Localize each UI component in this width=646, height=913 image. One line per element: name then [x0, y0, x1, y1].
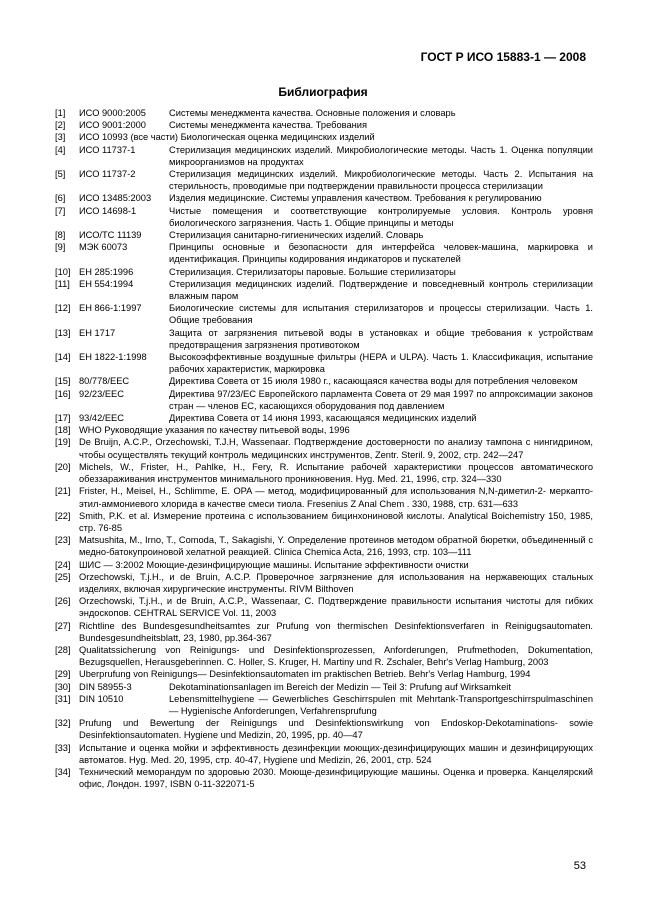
bibliography-entry	[55, 461, 593, 485]
entry-code: 93/42/ЕЕС	[79, 413, 124, 424]
document-id-header: ГОСТ Р ИСО 15883-1 — 2008	[420, 50, 586, 64]
entry-text: Биологические системы для испытания стерилизаторов и процессы стерилизации. Часть 1. Общие требования	[169, 303, 593, 326]
bibliography-entry	[55, 620, 593, 644]
entry-number: [26]	[55, 596, 71, 607]
bibliography-entry	[55, 534, 593, 558]
entry-number: [17]	[55, 413, 71, 424]
entry-number: [25]	[55, 571, 71, 582]
entry-text: Системы менеджмента качества. Основные положения и словарь	[169, 108, 456, 118]
entry-code: ИСО 11737-2	[79, 169, 136, 180]
bibliography-entry	[55, 559, 593, 571]
bibliography-list	[55, 107, 593, 790]
bibliography-entry	[55, 571, 593, 595]
entry-text: Принципы основные и безопасности для интерфейса человек-машина, маркировка и идентификация. Принципы кодирования индикаторов и пускателей	[169, 242, 593, 265]
entry-number: [20]	[55, 461, 71, 472]
entry-number: [13]	[55, 327, 71, 338]
entry-code: DIN 58955-3	[79, 681, 132, 692]
entry-number: [19]	[55, 437, 71, 448]
bibliography-entry	[55, 351, 593, 375]
entry-text: Директива Совета от 14 июня 1993, касающаяся медицинских изделий	[169, 413, 477, 424]
bibliography-entry	[55, 144, 593, 168]
entry-number: [15]	[55, 376, 71, 387]
entry-number: [6]	[55, 193, 66, 204]
entry-text: Frister, H., Meisel, H., Schlimme, E. OPA — метод, модифицированный для использования N,N-диметил-2- меркапто-этил-аммониевого хлорида в качестве смеси тиола. Fresenius Z Anal Chem . 330, 1988, стр. 631—633	[79, 486, 593, 509]
entry-number: [10]	[55, 266, 71, 277]
bibliography-entry	[55, 168, 593, 192]
entry-number: [4]	[55, 144, 66, 155]
entry-text: ИСО 10993 (все части) Биологическая оценка медицинских изделий	[79, 132, 375, 143]
bibliography-entry	[55, 241, 593, 265]
entry-code: ИСО 14698-1	[79, 205, 137, 216]
entry-number: [14]	[55, 352, 71, 363]
entry-text: Lebensmittelhygiene — Gewerbliches Geschirrspulen mit Mehrtank-Transportgeschirrspulmaschinen — Hygienische Anforderungen, Verfahrensprufung	[169, 693, 593, 716]
entry-number: [29]	[55, 669, 71, 680]
entry-code: ИСО 9001:2000	[79, 120, 146, 131]
entry-text: ШИС — 3:2002 Моющие-дезинфицирующие машины. Испытание эффективности очистки	[79, 559, 469, 570]
bibliography-entry	[55, 266, 593, 278]
entry-text: Matsushita, M., Irno, T., Comoda, T., Sakagishi, Y. Определение протеинов методом обратной бюретки, объединенный с медно-батокупроиновой хелатной реакцией. Clinica Chemica Acta, 216, 1993, стр. 103—111	[79, 535, 593, 558]
entry-text: Стерилизация. Стерилизаторы паровые. Большие стерилизаторы	[169, 266, 456, 277]
entry-text: Стерилизация медицинских изделий. Подтверждение и повседневный контроль стерилизации влажным паром	[169, 278, 593, 302]
entry-number: [27]	[55, 620, 71, 631]
page-title: Библиография	[278, 85, 368, 99]
entry-number: [16]	[55, 388, 71, 399]
bibliography-entry	[55, 375, 593, 387]
entry-number: [23]	[55, 535, 71, 546]
bibliography-entry	[55, 717, 593, 741]
entry-number: [8]	[55, 230, 66, 241]
entry-code: ЕН 554:1994	[79, 278, 134, 289]
entry-code: ЕН 285:1996	[79, 266, 134, 277]
entry-text: Dekotaminationsanlagen im Bereich der Medizin — Teil 3: Prufung auf Wirksamkeit	[169, 681, 511, 692]
entry-code: ЕН 1717	[79, 327, 116, 338]
entry-text: Защита от загрязнения питьевой воды в установках и общие требования к устройствам предотвращения загрязнения противотоком	[169, 327, 593, 350]
entry-code: ЕН 866-1:1997	[79, 303, 142, 314]
entry-number: [3]	[55, 132, 66, 143]
entry-number: [21]	[55, 486, 71, 497]
entry-code: ИСО 9000:2005	[79, 108, 146, 118]
entry-text: Qualitatssicherung von Reinigungs- und Desinfektionsprozessen, Anforderungen, Prufmethoden, Dokumentation, Bezugsquellen, Herausgeberinnen. C. Holler, S. Kruger, H. Martiny und R. Zschaler, Behr's Verlag Hamburg, 2003	[79, 644, 593, 668]
entry-text: Изделия медицинские. Системы управления качеством. Требования к регулированию	[169, 193, 542, 204]
bibliography-entry	[55, 131, 593, 143]
entry-text: Стерилизация медицинских изделий. Микробиологические методы. Часть 2. Испытания на стерильность, проводимые при подтверждении правильности процесса стерилизации	[169, 169, 593, 192]
bibliography-entry	[55, 681, 593, 693]
entry-text: Orzechowski, T.j.H., и de Bruin, A.C.P., Wassenaar, C. Подтверждение правильности испытания чистоты для гибких эндоскопов. CEHTRAL SERVICE Vol. 11, 2003	[79, 596, 593, 619]
bibliography-entry	[55, 192, 593, 204]
entry-code: 92/23/ЕЕС	[79, 388, 124, 399]
entry-number: [5]	[55, 169, 66, 180]
entry-text: Smith, P.K. et al. Измерение протеина с использованием бицинхониновой кислоты. Analytical Boichemistry 150, 1985, стр. 76-85	[79, 510, 593, 533]
bibliography-entry	[55, 424, 593, 436]
entry-text: Richtline des Bundesgesundheitsamtes zur Prufung von thermischen Desinfektionsverfaren in Reinigugsautomaten. Bundesgesundheitsblatt, 23, 1980, pp.364-367	[79, 620, 593, 643]
entry-text: Стерилизация санитарно-гигиенических изделий. Словарь	[169, 230, 424, 241]
entry-number: [33]	[55, 742, 71, 753]
entry-number: [12]	[55, 303, 71, 314]
entry-text: Michels, W., Frister, H., Pahlke, H., Fery, R. Испытание рабочей характеристики процессов автоматического обеззараживания инструментов минимального проникновения. Hyg. Med. 21, 1996, стр. 324—330	[79, 461, 593, 485]
entry-text: Uberprufung von Reinigungs— Desinfektionsautomaten im praktischen Betrieb. Behr's Verlag Hamburg, 1994	[79, 669, 531, 680]
bibliography-entry	[55, 668, 593, 680]
entry-code: 80/778/ЕЕС	[79, 376, 130, 387]
entry-number: [9]	[55, 242, 66, 253]
entry-text: Prufung und Bewertung der Reinigungs und Desinfektionswirkung von Endoskop-Dekotaminations- sowie Desinfektionsautomaten. Hygiene und Medizin, 20, 1995, pp. 40—47	[79, 718, 593, 741]
entry-number: [31]	[55, 693, 71, 704]
entry-text: Orzechowski, T.j.H., и de Bruin, A.C.P. Проверочное загрязнение для использования на нержавеющих стальных изделиях, включая хирургические инструменты. RIVM Bilthoven	[79, 571, 593, 594]
entry-text: Директива Совета от 15 июля 1980 г., касающаяся качества воды для потребления человеком	[169, 376, 578, 387]
entry-number: [32]	[55, 718, 71, 729]
bibliography-entry	[55, 742, 593, 766]
entry-text: Стерилизация медицинских изделий. Микробиологические методы. Часть 1. Оценка популяции микроорганизмов на продуктах	[169, 144, 593, 167]
bibliography-entry	[55, 436, 593, 460]
entry-code: ИСО 13485:2003	[79, 193, 152, 204]
bibliography-entry	[55, 644, 593, 668]
entry-text: Директива 97/23/ЕС Европейского парламента Совета от 29 мая 1997 по аппроксимации законов стран — членов ЕС, касающихся оборудования под давлением	[169, 388, 593, 411]
entry-number: [11]	[55, 278, 70, 289]
entry-number: [7]	[55, 205, 66, 216]
bibliography-entry	[55, 205, 593, 229]
bibliography-entry	[55, 412, 593, 424]
bibliography-entry	[55, 107, 593, 119]
bibliography-entry	[55, 302, 593, 326]
bibliography-entry	[55, 278, 593, 302]
entry-text: Высокоэффективные воздушные фильтры (НЕРА и ULPA). Часть 1. Классификация, испытание рабочих характеристик, маркировка	[169, 352, 593, 375]
entry-text: Испытание и оценка мойки и эффективность дезинфекции моющих-дезинфицирующих машин и дезинфицирующих автоматов. Hyg. Med. 20, 1995, стр. 40-47, Hygiene und Medizin, 26, 2001, стр. 524	[79, 742, 593, 765]
bibliography-entry	[55, 388, 593, 412]
bibliography-entry	[55, 119, 593, 131]
bibliography-entry	[55, 327, 593, 351]
entry-number: [30]	[55, 681, 71, 692]
entry-number: [22]	[55, 510, 71, 521]
bibliography-entry	[55, 485, 593, 509]
bibliography-entry	[55, 595, 593, 619]
entry-number: [28]	[55, 644, 71, 655]
bibliography-entry	[55, 229, 593, 241]
entry-code: ИСО/ТС 11139	[79, 230, 142, 241]
entry-text: Чистые помещения и соответствующие контролируемые условия. Контроль уровня биологического загрязнения. Часть 1. Общие принципы и методы	[169, 205, 593, 228]
entry-number: [2]	[55, 120, 66, 131]
entry-text: Системы менеджмента качества. Требования	[169, 120, 368, 131]
entry-code: ЕН 1822-1:1998	[79, 352, 147, 363]
entry-number: [34]	[55, 766, 71, 777]
entry-code: DIN 10510	[79, 693, 124, 704]
bibliography-entry	[55, 693, 593, 717]
entry-code: ИСО 11737-1	[79, 144, 136, 155]
bibliography-entry	[55, 510, 593, 534]
entry-code: МЭК 60073	[79, 242, 128, 253]
entry-text: De Bruijn, A.C.P., Orzechowski, T.J.H, Wassenaar. Подтверждение достоверности по анализу тампона с нингидрином, чтобы осуществлять текущий контроль медицинских инструментов, Zentr. Steril. 9, 2002, стр. 242—247	[79, 437, 593, 460]
entry-number: [1]	[55, 108, 66, 118]
entry-number: [24]	[55, 559, 71, 570]
entry-text: Технический меморандум по здоровью 2030. Моюще-дезинфицирующие машины. Оценка и проверка. Канцелярский офис, Лондон. 1997, ISBN 0-11-322071-5	[79, 766, 593, 790]
entry-number: [18]	[55, 425, 71, 436]
entry-text: WHO Руководящие указания по качеству питьевой воды, 1996	[79, 425, 350, 436]
bibliography-entry	[55, 766, 593, 790]
page-number: 53	[573, 860, 586, 872]
